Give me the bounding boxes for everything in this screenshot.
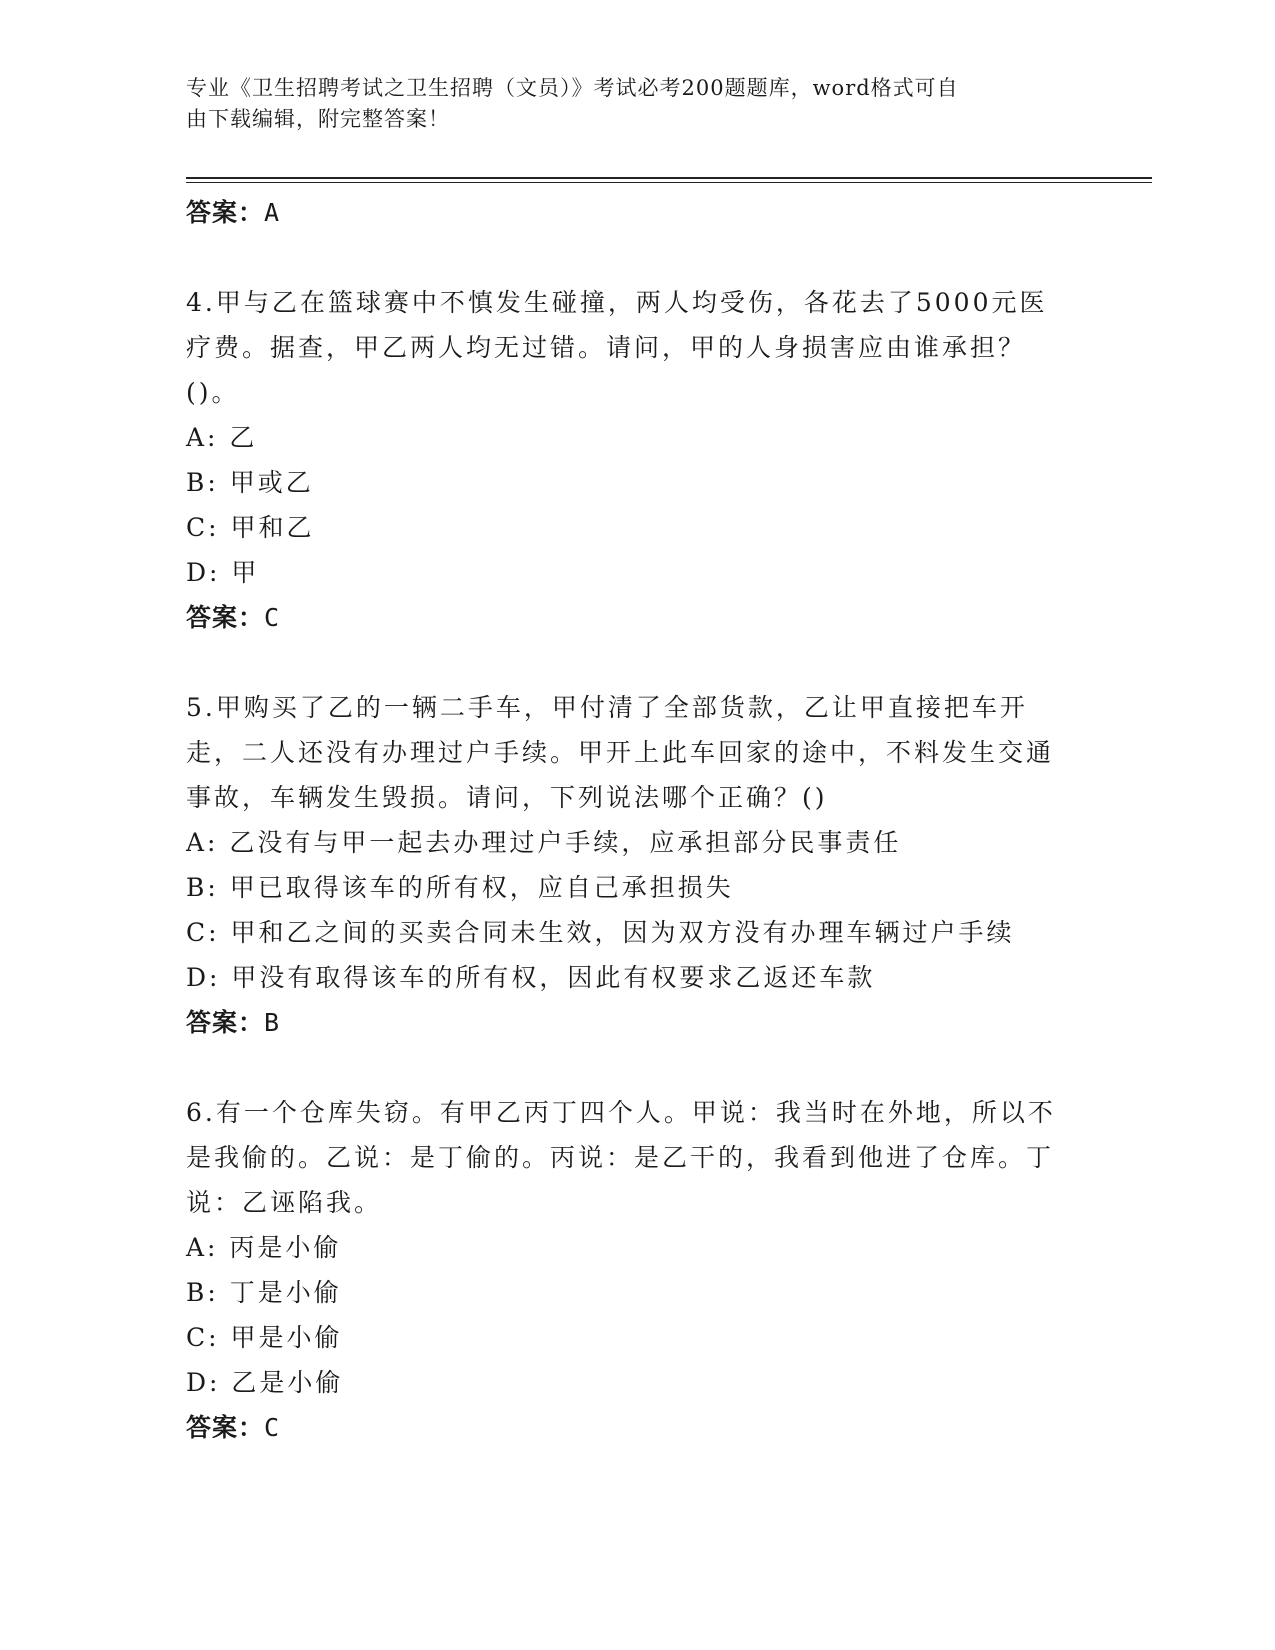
option-c: C: 甲和乙之间的买卖合同未生效，因为双方没有办理车辆过户手续: [186, 918, 1015, 947]
question-block: [186, 280, 1086, 640]
document-header: [186, 73, 1066, 135]
answer-line: [186, 1000, 1086, 1045]
answer-value: A: [264, 198, 281, 227]
answer-line: [186, 190, 1086, 235]
answer-line: [186, 595, 1086, 640]
question-text: 5.甲购买了乙的一辆二手车，甲付清了全部货款，乙让甲直接把车开走，二人还没有办理过户手续。甲开上此车回家的途中，不料发生交通事故，车辆发生毁损。请问，下列说法哪个正确？(): [186, 693, 1055, 812]
answer-line: [186, 1405, 1086, 1450]
question-text: 6.有一个仓库失窃。有甲乙丙丁四个人。甲说：我当时在外地，所以不是我偷的。乙说：是丁偷的。丙说：是乙干的，我看到他进了仓库。丁说：乙诬陷我。: [186, 1098, 1056, 1217]
option-d: D: 甲: [186, 558, 260, 587]
option-a: A: 乙: [186, 423, 258, 452]
answer-label: 答案：: [186, 1413, 265, 1442]
question-text: 4.甲与乙在篮球赛中不慎发生碰撞，两人均受伤，各花去了5000元医疗费。据查，甲乙两人均无过错。请问，甲的人身损害应由谁承担？()。: [186, 288, 1048, 407]
option-c: C: 甲和乙: [186, 513, 315, 542]
option-a: A: 乙没有与甲一起去办理过户手续，应承担部分民事责任: [186, 828, 902, 857]
option-c: C: 甲是小偷: [186, 1323, 343, 1352]
option-b: B: 甲或乙: [186, 468, 314, 497]
header-line-2: 由下载编辑，附完整答案！: [186, 107, 450, 131]
option-b: B: 丁是小偷: [186, 1278, 342, 1307]
spacer: [186, 1045, 1086, 1090]
answer-label: 答案：: [186, 198, 265, 227]
spacer: [186, 640, 1086, 685]
option-d: D: 乙是小偷: [186, 1368, 344, 1397]
answer-value: C: [264, 1413, 281, 1442]
answer-value: B: [264, 1008, 281, 1037]
option-a: A: 丙是小偷: [186, 1233, 342, 1262]
header-divider-thick: [186, 177, 1152, 179]
answer-value: C: [264, 603, 281, 632]
question-list: [186, 190, 1086, 1450]
question-block: [186, 1090, 1086, 1450]
question-block: [186, 685, 1086, 1045]
option-b: B: 甲已取得该车的所有权，应自己承担损失: [186, 873, 734, 902]
option-d: D: 甲没有取得该车的所有权，因此有权要求乙返还车款: [186, 963, 876, 992]
header-divider-thin: [186, 182, 1152, 183]
answer-label: 答案：: [186, 1008, 265, 1037]
answer-label: 答案：: [186, 603, 265, 632]
header-line-1: 专业《卫生招聘考试之卫生招聘（文员）》考试必考200题题库，word格式可自: [186, 76, 959, 100]
spacer: [186, 235, 1086, 280]
